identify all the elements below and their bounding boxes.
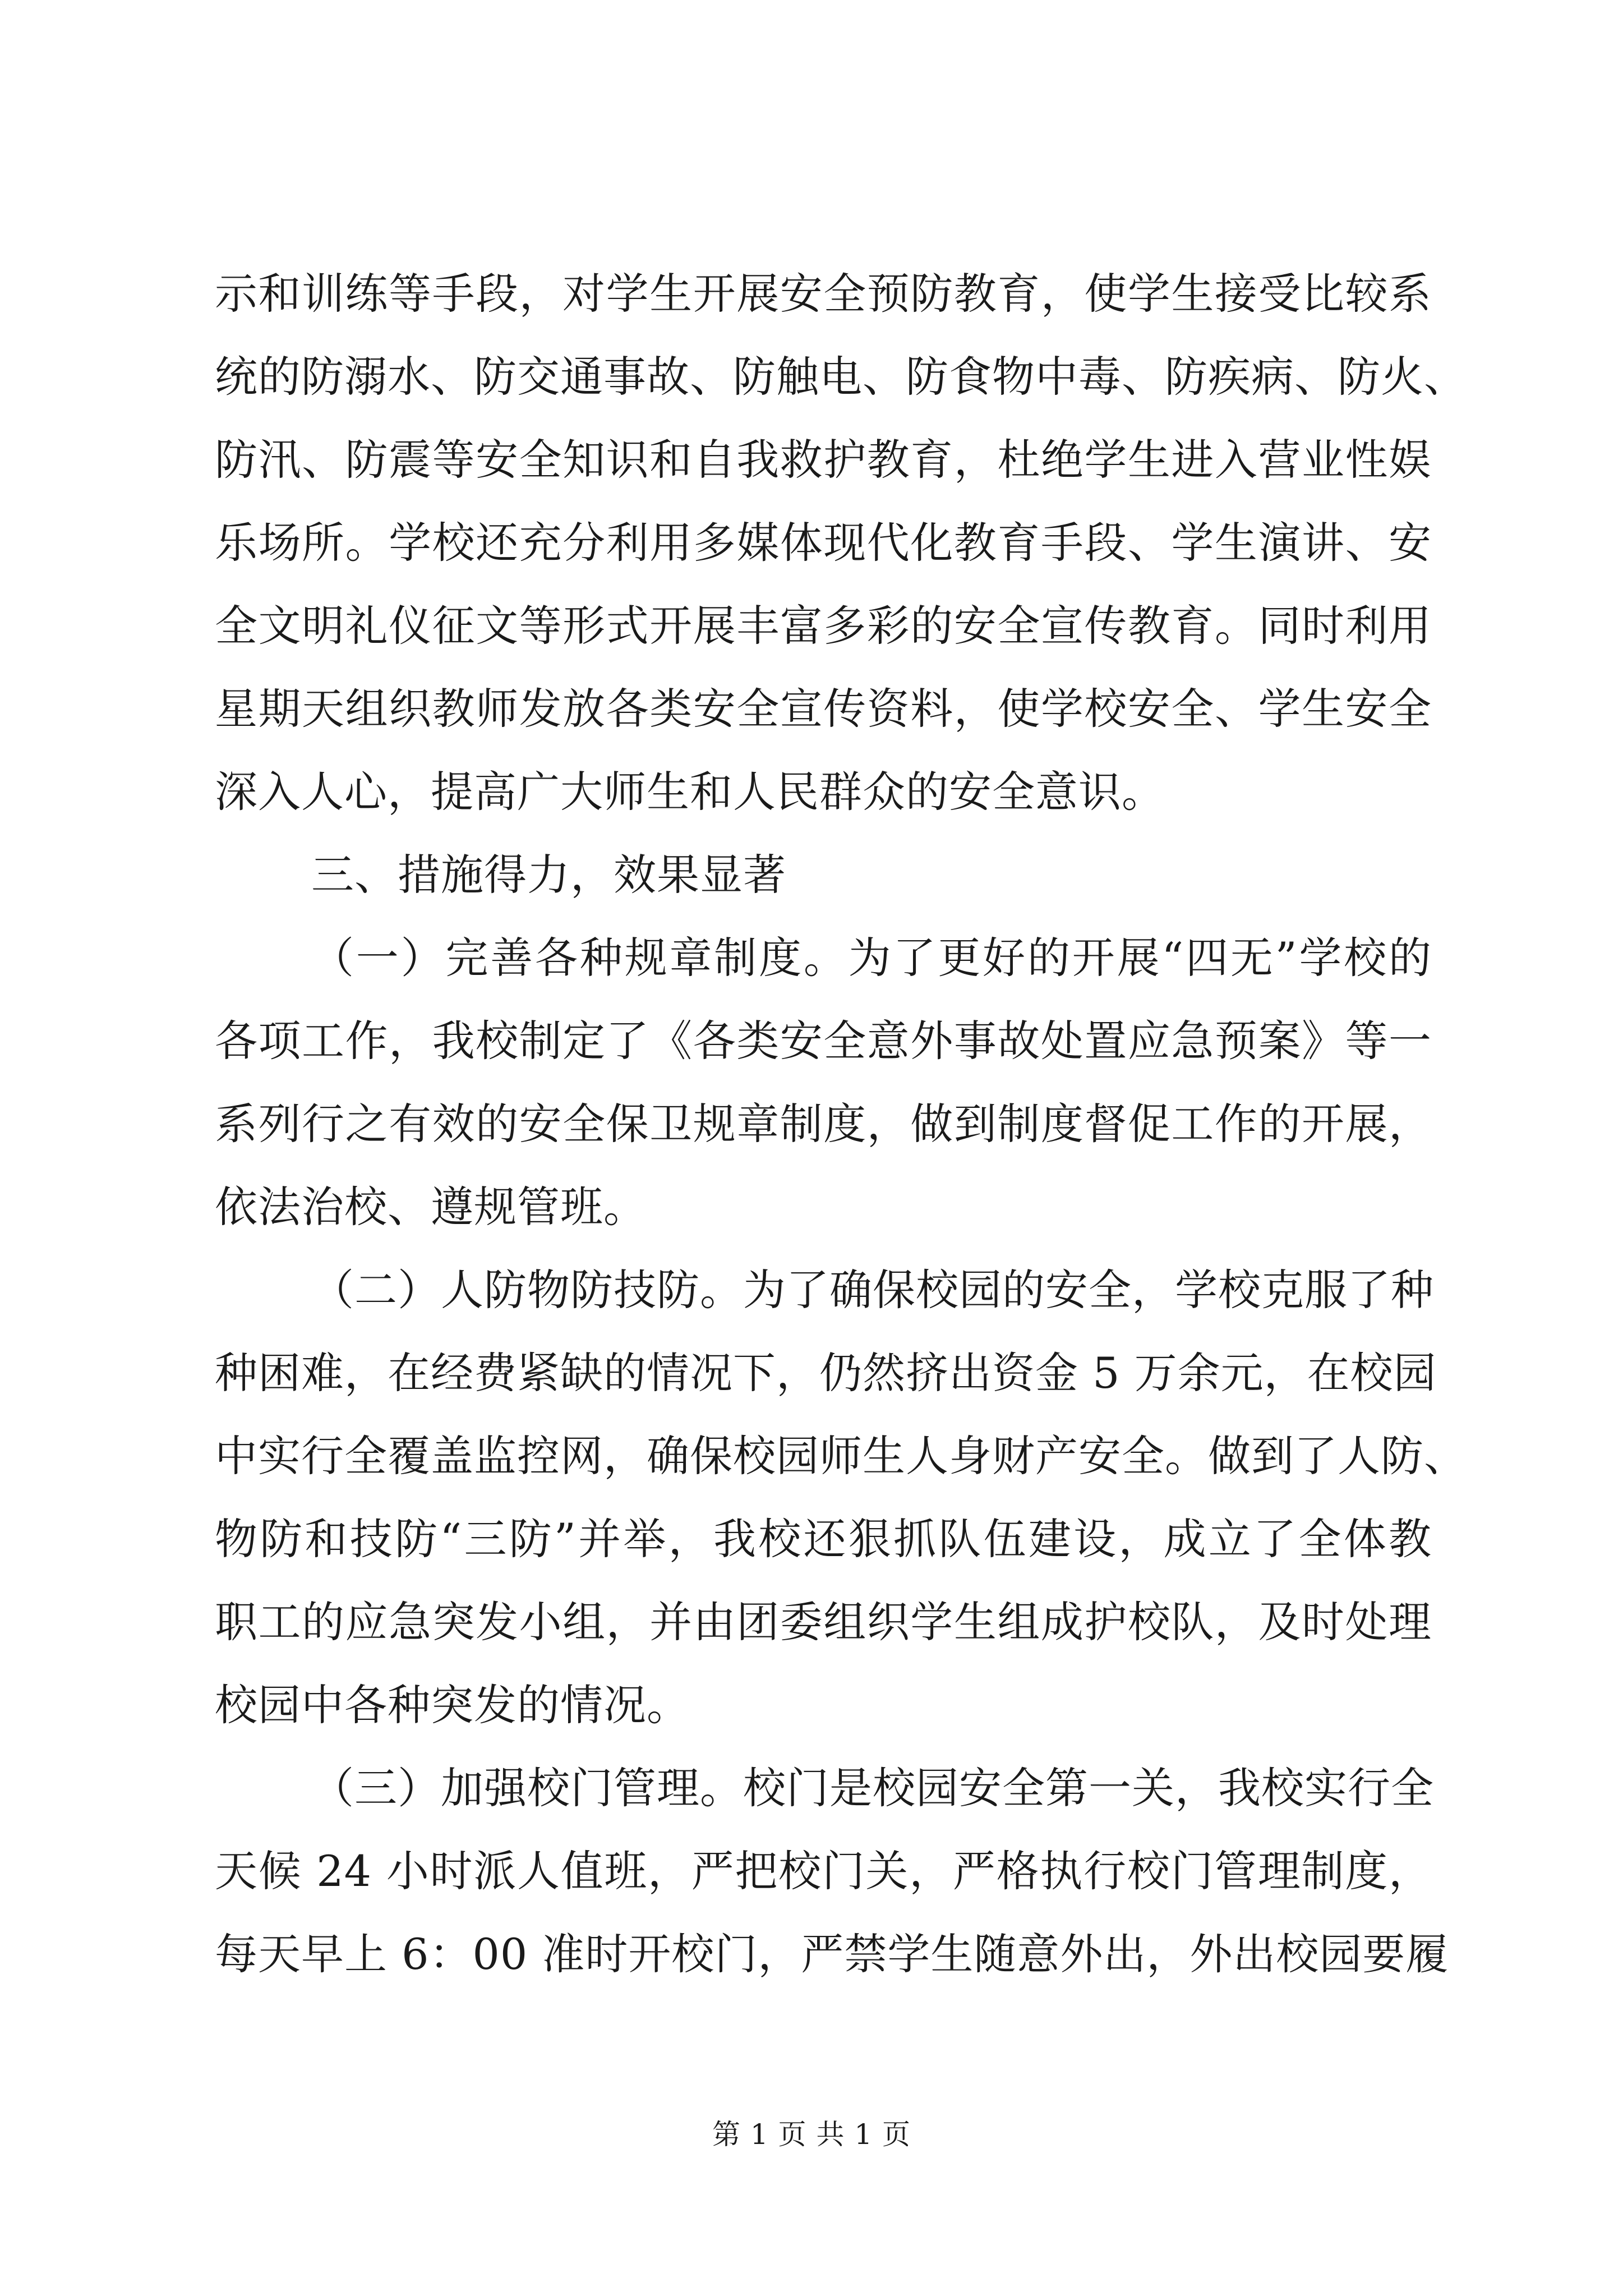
text-line: （二）人防物防技防。为了确保校园的安全，学校克服了种 (311, 1265, 1434, 1315)
text-line: 依法治校、遵规管班。 (215, 1182, 647, 1232)
text-line: 物防和技防“三防”并举，我校还狠抓队伍建设，成立了全体教 (215, 1514, 1432, 1564)
text-line: 统的防溺水、防交通事故、防触电、防食物中毒、防疾病、防火、 (215, 352, 1467, 402)
text-line: 职工的应急突发小组，并由团委组织学生组成护校队，及时处理 (215, 1597, 1432, 1647)
text-line: 乐场所。学校还充分利用多媒体现代化教育手段、学生演讲、安 (215, 518, 1432, 568)
text-line: 星期天组织教师发放各类安全宣传资料，使学校安全、学生安全 (215, 684, 1432, 734)
text-line: 三、措施得力，效果显著 (311, 850, 786, 900)
text-line: 示和训练等手段，对学生开展安全预防教育，使学生接受比较系 (215, 269, 1432, 319)
text-line: 种困难，在经费紧缺的情况下，仍然挤出资金 5 万余元，在校园 (215, 1348, 1437, 1398)
text-line: 中实行全覆盖监控网，确保校园师生人身财产安全。做到了人防、 (215, 1431, 1467, 1481)
text-line: 天候 24 小时派人值班，严把校门关，严格执行校门管理制度， (215, 1846, 1432, 1896)
text-line: 深入人心，提高广大师生和人民群众的安全意识。 (215, 767, 1165, 817)
document-body (215, 252, 1467, 1996)
text-line: 防汛、防震等安全知识和自我救护教育，杜绝学生进入营业性娱 (215, 435, 1432, 485)
text-line: 全文明礼仪征文等形式开展丰富多彩的安全宣传教育。同时利用 (215, 601, 1432, 651)
text-line: 各项工作，我校制定了《各类安全意外事故处置应急预案》等一 (215, 1016, 1432, 1066)
text-line: 校园中各种突发的情况。 (215, 1680, 690, 1730)
page-footer: 第 1 页 共 1 页 (712, 2118, 911, 2151)
text-line: 系列行之有效的安全保卫规章制度，做到制度督促工作的开展， (215, 1099, 1432, 1149)
text-line: 每天早上 6：00 准时开校门，严禁学生随意外出，外出校园要履 (215, 1929, 1449, 1979)
text-line: （一）完善各种规章制度。为了更好的开展“四无”学校的 (311, 933, 1432, 983)
text-line: （三）加强校门管理。校门是校园安全第一关，我校实行全 (311, 1763, 1434, 1813)
